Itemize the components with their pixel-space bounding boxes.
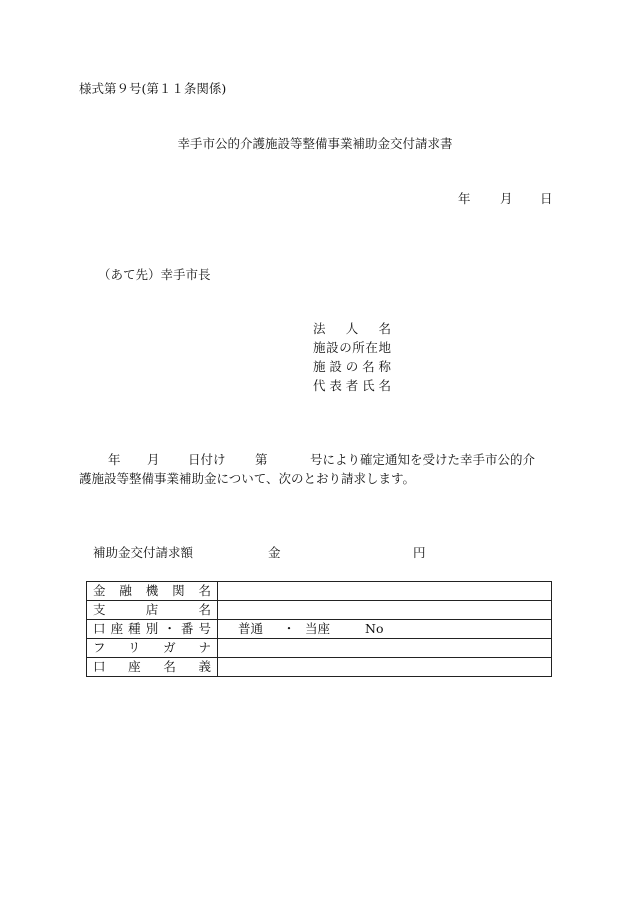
table-row: [87, 658, 552, 677]
amount-yen-label: 円: [413, 545, 426, 560]
body-month: 月: [147, 452, 160, 467]
body-text-line1: 号により確定通知を受けた幸手市公的介: [310, 452, 536, 467]
form-number: 様式第９号(第１１条関係): [79, 81, 227, 96]
applicant-representative-label: 代表者氏名: [313, 378, 391, 393]
body-number-prefix: 第: [255, 452, 268, 467]
applicant-corporation-label: 法人名: [313, 321, 391, 336]
account-type-field[interactable]: [218, 620, 552, 639]
bank-account-table: [86, 581, 552, 677]
branch-name-field[interactable]: [218, 601, 552, 620]
account-holder-field[interactable]: [218, 658, 552, 677]
applicant-facility-name-label: 施設の名称: [313, 359, 391, 374]
body-text-line2: 護施設等整備事業補助金について、次のとおり請求します。: [79, 471, 416, 486]
table-row: [87, 639, 552, 658]
body-day: 日付け: [188, 452, 226, 467]
furigana-field[interactable]: [218, 639, 552, 658]
account-type-label: 口座種別・番号: [93, 620, 211, 636]
table-row: [87, 601, 552, 620]
date-year-label: 年: [458, 191, 471, 206]
date-day-label: 日: [540, 191, 553, 206]
account-type-current: 当座: [305, 620, 331, 636]
bank-name-field[interactable]: [218, 582, 552, 601]
branch-name-label: 支店名: [93, 601, 211, 617]
table-row: [87, 582, 552, 601]
account-type-separator: ・: [282, 620, 296, 636]
date-month-label: 月: [500, 191, 513, 206]
bank-name-label: 金融機関名: [93, 582, 211, 598]
account-type-ordinary: 普通: [238, 620, 264, 636]
document-title: 幸手市公的介護施設等整備事業補助金交付請求書: [177, 136, 453, 151]
addressee: （あて先）幸手市長: [98, 267, 211, 282]
account-holder-label: 口座名義: [93, 658, 211, 674]
body-year: 年: [108, 452, 121, 467]
furigana-label: フリガナ: [93, 639, 211, 655]
amount-label: 補助金交付請求額: [93, 545, 194, 560]
table-row: [87, 620, 552, 639]
amount-kin-label: 金: [268, 545, 281, 560]
applicant-facility-address-label: 施設の所在地: [313, 340, 391, 355]
account-number-prefix: No: [365, 620, 384, 636]
